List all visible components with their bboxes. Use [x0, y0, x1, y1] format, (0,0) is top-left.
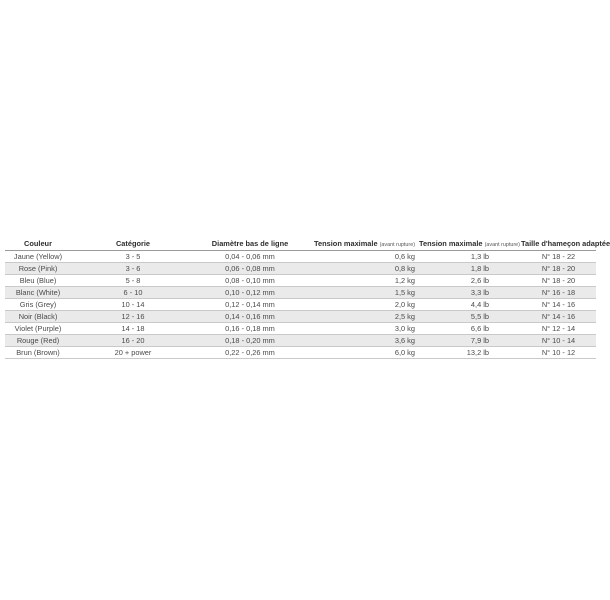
- cell-tension-lb: 7,9 lb: [419, 335, 521, 347]
- cell-category: 6 - 10: [71, 287, 195, 299]
- table-row: [5, 251, 596, 263]
- cell-diameter: 0,04 - 0,06 mm: [195, 251, 305, 263]
- cell-color: Violet (Purple): [5, 323, 71, 335]
- table-row: [5, 299, 596, 311]
- cell-diameter: 0,16 - 0,18 mm: [195, 323, 305, 335]
- cell-color: Brun (Brown): [5, 347, 71, 359]
- cell-diameter: 0,10 - 0,12 mm: [195, 287, 305, 299]
- header-tension-kg-label: Tension maximale: [314, 238, 378, 248]
- header-tension-lb: [419, 236, 521, 251]
- cell-hook-size: N° 18 - 20: [521, 275, 596, 287]
- cell-hook-size: N° 18 - 20: [521, 263, 596, 275]
- cell-hook-size: N° 18 - 22: [521, 251, 596, 263]
- cell-color: Bleu (Blue): [5, 275, 71, 287]
- cell-tension-lb: 1,8 lb: [419, 263, 521, 275]
- table-row: [5, 287, 596, 299]
- cell-diameter: 0,18 - 0,20 mm: [195, 335, 305, 347]
- cell-color: Rouge (Red): [5, 335, 71, 347]
- cell-tension-lb: 6,6 lb: [419, 323, 521, 335]
- header-color: Couleur: [5, 236, 71, 251]
- cell-tension-lb: 1,3 lb: [419, 251, 521, 263]
- line-spec-table: [5, 236, 610, 359]
- header-tension-kg-note: (avant rupture): [379, 241, 415, 248]
- cell-hook-size: N° 10 - 12: [521, 347, 596, 359]
- cell-hook-size: N° 10 - 14: [521, 335, 596, 347]
- cell-category: 3 - 5: [71, 251, 195, 263]
- header-tension-lb-label: Tension maximale: [419, 238, 483, 248]
- cell-tension-lb: 2,6 lb: [419, 275, 521, 287]
- cell-category: 14 - 18: [71, 323, 195, 335]
- cell-category: 20 + power: [71, 347, 195, 359]
- cell-color: Blanc (White): [5, 287, 71, 299]
- table-row: [5, 335, 596, 347]
- cell-tension-kg: 1,2 kg: [305, 275, 419, 287]
- table-row: [5, 347, 596, 359]
- cell-color: Noir (Black): [5, 311, 71, 323]
- header-category: Catégorie: [71, 236, 195, 251]
- cell-category: 10 - 14: [71, 299, 195, 311]
- cell-tension-kg: 0,6 kg: [305, 251, 419, 263]
- cell-tension-kg: 0,8 kg: [305, 263, 419, 275]
- cell-hook-size: N° 14 - 16: [521, 299, 596, 311]
- cell-category: 16 - 20: [71, 335, 195, 347]
- cell-tension-lb: 13,2 lb: [419, 347, 521, 359]
- cell-diameter: 0,08 - 0,10 mm: [195, 275, 305, 287]
- cell-tension-kg: 6,0 kg: [305, 347, 419, 359]
- cell-tension-kg: 2,5 kg: [305, 311, 419, 323]
- cell-color: Rose (Pink): [5, 263, 71, 275]
- cell-diameter: 0,06 - 0,08 mm: [195, 263, 305, 275]
- cell-tension-kg: 1,5 kg: [305, 287, 419, 299]
- header-hook-size: Taille d'hameçon adaptée: [521, 236, 596, 251]
- cell-tension-kg: 2,0 kg: [305, 299, 419, 311]
- cell-diameter: 0,22 - 0,26 mm: [195, 347, 305, 359]
- cell-tension-kg: 3,6 kg: [305, 335, 419, 347]
- cell-tension-lb: 4,4 lb: [419, 299, 521, 311]
- cell-color: Gris (Grey): [5, 299, 71, 311]
- cell-tension-kg: 3,0 kg: [305, 323, 419, 335]
- table-row: [5, 275, 596, 287]
- table-row: [5, 323, 596, 335]
- cell-tension-lb: 5,5 lb: [419, 311, 521, 323]
- cell-category: 5 - 8: [71, 275, 195, 287]
- table-header-row: [5, 236, 596, 251]
- cell-hook-size: N° 16 - 18: [521, 287, 596, 299]
- cell-color: Jaune (Yellow): [5, 251, 71, 263]
- header-tension-kg: [305, 236, 419, 251]
- cell-diameter: 0,14 - 0,16 mm: [195, 311, 305, 323]
- cell-hook-size: N° 12 - 14: [521, 323, 596, 335]
- table-row: [5, 263, 596, 275]
- cell-diameter: 0,12 - 0,14 mm: [195, 299, 305, 311]
- cell-hook-size: N° 14 - 16: [521, 311, 596, 323]
- header-tension-lb-note: (avant rupture): [484, 241, 520, 248]
- table-row: [5, 311, 596, 323]
- cell-category: 3 - 6: [71, 263, 195, 275]
- cell-tension-lb: 3,3 lb: [419, 287, 521, 299]
- header-diameter: Diamètre bas de ligne: [195, 236, 305, 251]
- cell-category: 12 - 16: [71, 311, 195, 323]
